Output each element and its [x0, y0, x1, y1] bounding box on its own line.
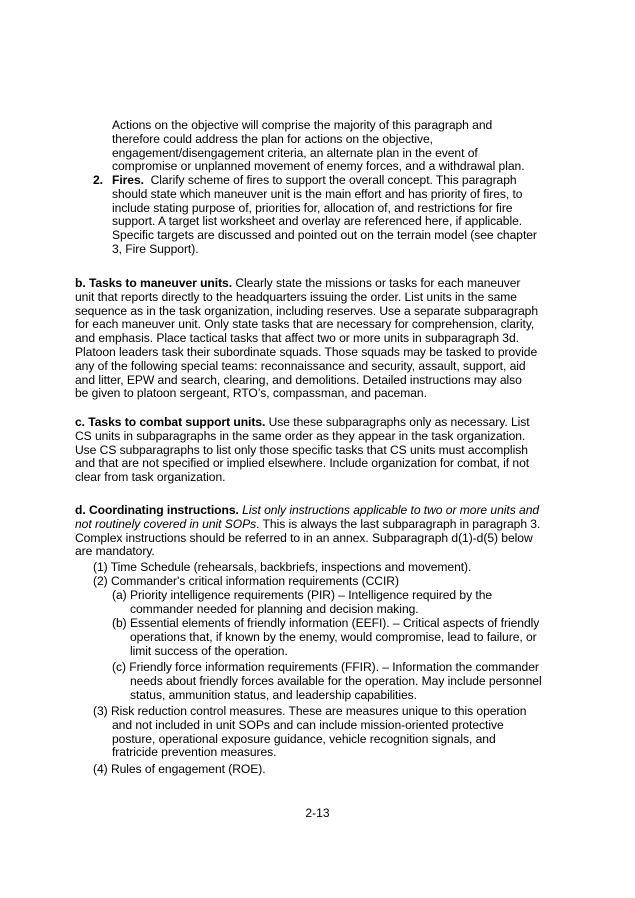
tasks-cs-first-line	[75, 416, 565, 430]
fires-heading: Fires.	[112, 173, 144, 187]
fires-first-line-text: Clarify scheme of fires to support the overall concept. This paragraph	[143, 173, 517, 187]
tasks-cs-first-line-text: Use these subparagraphs only as necessary. List	[265, 415, 530, 429]
text-line: Complex instructions should be referred to in an annex. Subparagraph d(1)-d(5) below	[75, 530, 533, 545]
text-line: limit success of the operation.	[130, 643, 288, 658]
coordinating-first-line	[75, 504, 565, 518]
text-line: 3, Fire Support).	[112, 241, 199, 256]
coordinating-item-3	[93, 705, 526, 760]
text-line: needs about friendly forces available for the operation. May include personnel	[130, 673, 542, 688]
text-line: unit that reports directly to the headquarters issuing the order. List units in the same	[75, 289, 517, 304]
text-line: Platoon leaders task their subordinate squads. Those squads may be tasked to provide	[75, 344, 538, 359]
tasks-maneuver-first-line	[75, 277, 565, 291]
coordinating-heading: d. Coordinating instructions.	[75, 503, 239, 517]
text-line: and not included in unit SOPs and can include mission-oriented protective	[112, 717, 504, 732]
text-line: engagement/disengagement criteria, an alternate plan in the event of	[112, 145, 478, 160]
ccir-subitem-c	[112, 661, 542, 702]
coordinating-paragraph	[75, 504, 565, 559]
text-line: should state which maneuver unit is the main effort and has priority of fires, to	[112, 186, 523, 201]
text-line: Use CS subparagraphs to list only those specific tasks that CS units must accomplish	[75, 442, 528, 457]
text-line: be given to platoon sergeant, RTO’s, compassman, and paceman.	[75, 386, 427, 401]
ccir-subitem-a	[112, 589, 492, 617]
text-line: and that are not specified or implied elsewhere. Include organization for combat, if not	[75, 456, 530, 471]
fires-number: 2.	[93, 173, 103, 187]
text-line: (3) Risk reduction control measures. These are measures unique to this operation	[93, 704, 527, 718]
tasks-combat-support-paragraph	[75, 416, 565, 485]
text-line: include stating purpose of, priorities for, allocation of, and restrictions for fire	[112, 200, 513, 215]
text-line: sequence as in the task organization, including reserves. Use a separate subparagraph	[75, 303, 538, 318]
coordinating-item-1: (1) Time Schedule (rehearsals, backbriefs, inspections and movement).	[93, 560, 472, 574]
text-line: posture, operational exposure guidance, vehicle recognition signals, and	[112, 731, 496, 746]
text-line: any of the following special teams: reconnaissance and security, assault, support, aid	[75, 358, 526, 373]
text-line: clear from task organization.	[75, 470, 226, 485]
text-line: are mandatory.	[75, 544, 155, 559]
text-line: status, ammunition status, and leadership capabilities.	[130, 687, 417, 702]
tasks-maneuver-first-line-text: Clearly state the missions or tasks for each maneuver	[232, 276, 521, 290]
text-line: Specific targets are discussed and pointed out on the terrain model (see chapter	[112, 228, 537, 243]
page-number: 2-13	[305, 806, 330, 820]
text-line: (b) Essential elements of friendly information (EEFI). – Critical aspects of friendly	[112, 616, 540, 630]
coordinating-second-line	[75, 518, 565, 532]
text-line: (c) Friendly force information requirements (FFIR). – Information the commander	[112, 660, 539, 674]
text-line: fratricide prevention measures.	[112, 745, 277, 760]
fires-first-line	[112, 174, 537, 188]
text-line: compromise or unplanned movement of enemy forces, and a withdrawal plan.	[112, 159, 525, 174]
text-line: for each maneuver unit. Only state tasks that are necessary for comprehension, clarity,	[75, 317, 535, 332]
intro-paragraph	[112, 119, 525, 174]
tasks-maneuver-heading: b. Tasks to maneuver units.	[75, 276, 233, 290]
tasks-maneuver-paragraph	[75, 277, 565, 401]
text-line: Actions on the objective will comprise the majority of this paragraph and	[112, 118, 493, 132]
coordinating-item-4: (4) Rules of engagement (ROE).	[93, 762, 266, 776]
fires-paragraph	[112, 174, 537, 257]
coordinating-second-line-text: . This is always the last subparagraph in paragraph 3.	[256, 516, 541, 531]
text-line: CS units in subparagraphs in the same order as they appear in the task organization.	[75, 428, 526, 443]
text-line: and litter, EPW and search, clearing, and demolitions. Detailed instructions may also	[75, 372, 522, 387]
text-line: and emphasis. Place tactical tasks that affect two or more units in subparagraph 3d.	[75, 331, 519, 346]
text-line: therefore could address the plan for actions on the objective,	[112, 131, 433, 146]
text-line: operations that, if known by the enemy, would compromise, lead to failure, or	[130, 629, 537, 644]
text-line: support. A target list worksheet and overlay are referenced here, if applicable.	[112, 214, 523, 229]
text-line: (a) Priority intelligence requirements (PIR) – Intelligence required by the	[112, 588, 493, 602]
coordinating-italic-2: not routinely covered in unit SOPs	[75, 516, 257, 531]
tasks-cs-heading: c. Tasks to combat support units.	[75, 415, 266, 429]
text-line: commander needed for planning and decision making.	[130, 601, 419, 616]
coordinating-italic-1: List only instructions applicable to two or more units and	[238, 503, 540, 517]
ccir-subitem-b	[112, 617, 539, 658]
coordinating-item-2: (2) Commander's critical information requirements (CCIR)	[93, 574, 399, 588]
